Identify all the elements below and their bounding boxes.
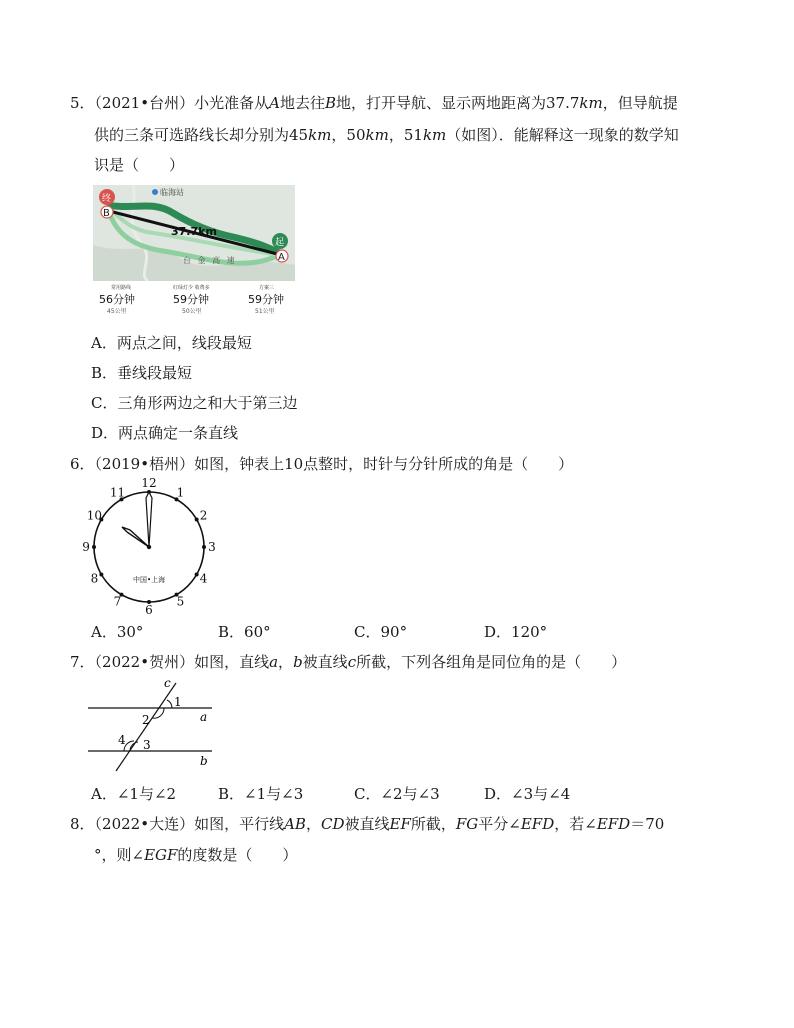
- q7-source: （2022•贺州）: [94, 653, 195, 671]
- label-c: c: [164, 676, 171, 690]
- q7-stem: [70, 652, 626, 672]
- q6-stem: [70, 454, 573, 474]
- q8-text: 所截，: [410, 815, 456, 833]
- q6-option-c[interactable]: C．90°: [354, 623, 408, 641]
- distance-label: 37.7km: [171, 225, 217, 238]
- angle-1-arc: [167, 700, 172, 708]
- point-A-label: A: [278, 252, 285, 263]
- route-distance: 45公里: [107, 308, 127, 315]
- var-FG: FG: [455, 815, 479, 833]
- clock-number: 3: [208, 540, 216, 554]
- label-a: a: [200, 710, 208, 724]
- q5-text: ，51: [388, 126, 423, 144]
- var-EFD: EFD: [596, 815, 631, 833]
- q7-text: 如图，直线: [194, 653, 270, 671]
- q5-option-a[interactable]: A．两点之间，线段最短: [91, 334, 252, 352]
- q5-stem-line2: [94, 125, 679, 145]
- route-time: 59分钟: [173, 293, 209, 306]
- clock-tick-dot: [195, 518, 199, 522]
- q5-option-d[interactable]: D．两点确定一条直线: [91, 424, 239, 442]
- q7-lines-figure: [86, 675, 216, 775]
- var-EGF: EGF: [144, 846, 178, 864]
- q5-source: （2021•台州）: [94, 94, 195, 112]
- var-b: b: [293, 653, 303, 671]
- q8-stem-line1: [70, 814, 664, 834]
- clock-number: 8: [90, 571, 99, 586]
- route-tag: 红绿灯少 收费多: [173, 285, 210, 291]
- line-c: [116, 683, 176, 771]
- q7-text: ，: [278, 653, 294, 671]
- var-EFD: EFD: [520, 815, 555, 833]
- q6-number: 6．: [70, 455, 95, 473]
- q8-text: ，: [305, 815, 321, 833]
- end-badge-label: 终: [102, 194, 112, 204]
- route-time: 56分钟: [99, 293, 135, 306]
- var-a: a: [269, 653, 279, 671]
- highway-label: 台 金 高 速: [183, 256, 237, 265]
- unit-km: km: [365, 126, 389, 144]
- q5-text: ，50: [331, 126, 366, 144]
- clock-number: 2: [199, 508, 208, 523]
- point-B-label: B: [103, 208, 110, 219]
- q7-number: 7．: [70, 653, 95, 671]
- label-4: 4: [118, 733, 126, 747]
- unit-km: km: [308, 126, 332, 144]
- label-2: 2: [142, 713, 150, 727]
- clock-tick-dot: [195, 573, 199, 577]
- clock-tick-dot: [99, 573, 103, 577]
- q6-option-d[interactable]: D．120°: [484, 623, 548, 641]
- q5-option-c[interactable]: C．三角形两边之和大于第三边: [91, 394, 298, 412]
- q8-stem-line2: [94, 845, 297, 865]
- station-label: 临海站: [160, 188, 184, 197]
- q8-text: ＝70: [630, 815, 665, 833]
- unit-km: km: [579, 94, 603, 112]
- q8-text: ，若∠: [554, 815, 597, 833]
- q7-option-a[interactable]: A．∠1与∠2: [91, 785, 177, 803]
- q5-text: 地去往: [279, 94, 325, 112]
- q6-text: 如图，钟表上10点整时，时针与分针所成的角是（ ）: [194, 455, 574, 473]
- route-distance: 50公里: [182, 308, 202, 315]
- route-time: 59分钟: [248, 293, 284, 306]
- q7-option-d[interactable]: D．∠3与∠4: [484, 785, 571, 803]
- route-tag: 常用路线: [111, 285, 132, 291]
- q8-text: 被直线: [344, 815, 390, 833]
- q8-text: 的度数是（ ）: [177, 846, 298, 864]
- q6-option-a[interactable]: A．30°: [91, 623, 144, 641]
- clock-brand: 中国•上海: [133, 576, 166, 584]
- q5-text: 地，打开导航、显示两地距离为37.7: [335, 94, 580, 112]
- clock-number: 4: [199, 571, 208, 586]
- q5-text: （如图）．能解释这一现象的数学知: [446, 126, 679, 144]
- var-B: B: [324, 94, 336, 112]
- clock-number: 6: [145, 603, 153, 617]
- q8-number: 8．: [70, 815, 95, 833]
- station-icon: [152, 189, 158, 195]
- clock-center: [147, 545, 151, 549]
- q8-text: 平分∠: [478, 815, 521, 833]
- clock-number: 11: [109, 485, 126, 500]
- q5-text: ，但导航提: [602, 94, 678, 112]
- clock-number: 9: [82, 540, 90, 554]
- route-distance: 51公里: [255, 308, 275, 315]
- unit-km: km: [422, 126, 447, 144]
- q6-source: （2019•梧州）: [94, 455, 195, 473]
- clock-tick-dot: [92, 545, 96, 549]
- var-CD: CD: [320, 815, 345, 833]
- q7-option-b[interactable]: B．∠1与∠3: [218, 785, 304, 803]
- label-1: 1: [174, 695, 182, 709]
- label-3: 3: [143, 738, 151, 752]
- q5-text: 供的三条可选路线长却分别为45: [94, 126, 309, 144]
- q5-stem-line3: 识是（ ）: [94, 156, 185, 174]
- q8-text: 如图，平行线: [194, 815, 285, 833]
- q8-source: （2022•大连）: [94, 815, 195, 833]
- start-badge-label: 起: [275, 238, 285, 248]
- q5-stem-line1: [70, 93, 678, 113]
- var-EF: EF: [389, 815, 411, 833]
- var-A: A: [269, 94, 280, 112]
- var-AB: AB: [284, 815, 306, 833]
- q6-clock-figure: [82, 476, 216, 617]
- q5-text: 小光准备从: [194, 94, 270, 112]
- q8-text: °，则∠: [94, 846, 145, 864]
- route-tag: 方案三: [259, 285, 275, 291]
- q7-text: 被直线: [302, 653, 348, 671]
- q5-option-b[interactable]: B．垂线段最短: [91, 364, 193, 382]
- clock-number: 10: [86, 508, 103, 523]
- var-c: c: [347, 653, 357, 671]
- clock-tick-dot: [202, 545, 206, 549]
- q7-option-c[interactable]: C．∠2与∠3: [354, 785, 440, 803]
- q6-option-b[interactable]: B．60°: [218, 623, 271, 641]
- clock-number: 12: [141, 476, 157, 490]
- clock-number: 7: [113, 594, 122, 609]
- q5-map-figure: [93, 185, 295, 317]
- label-b: b: [200, 754, 208, 768]
- clock-number: 1: [176, 485, 185, 500]
- q5-number: 5．: [70, 94, 95, 112]
- clock-number: 5: [176, 594, 185, 609]
- q7-text: 所截，下列各组角是同位角的是（ ）: [356, 653, 627, 671]
